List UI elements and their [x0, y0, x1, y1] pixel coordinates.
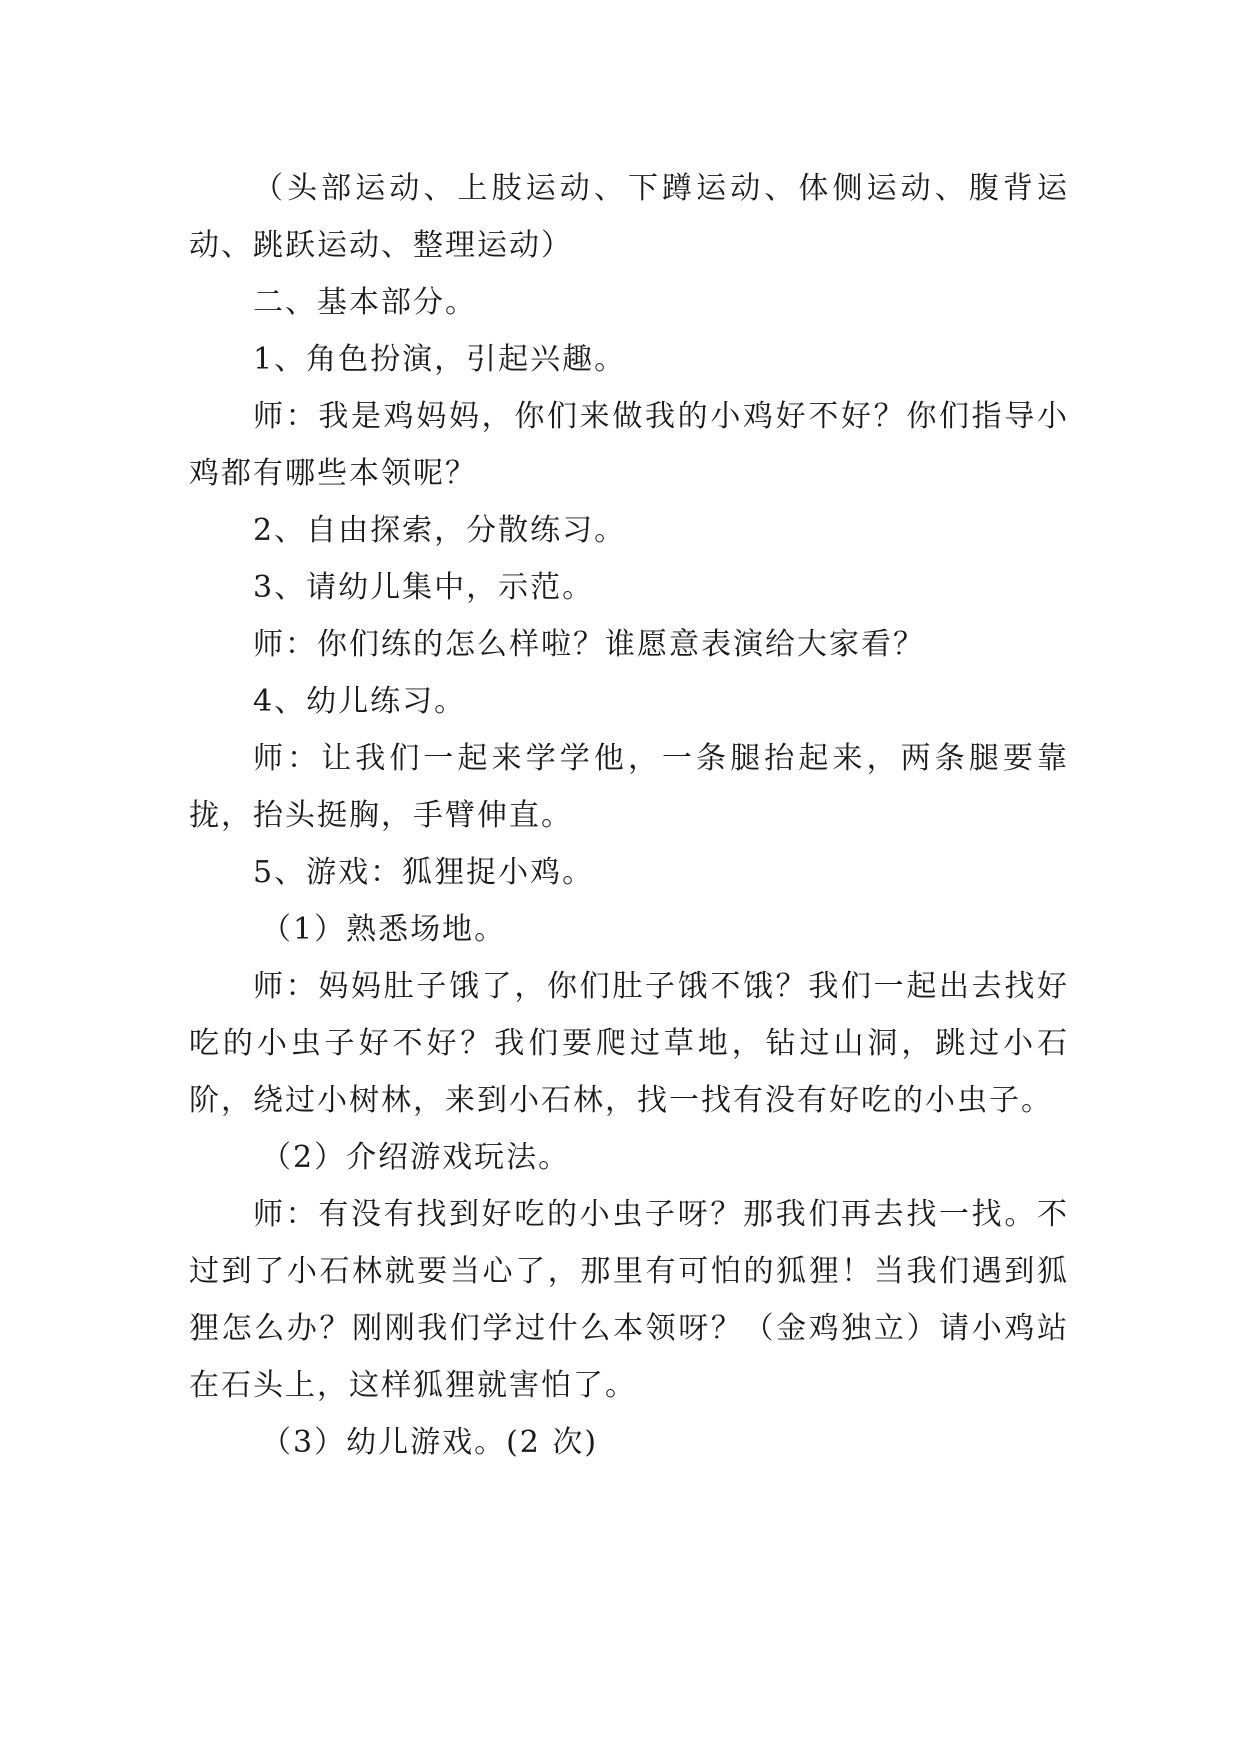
step-2-heading: 2、自由探索，分散练习。: [253, 513, 627, 548]
substep-2-heading: （2）介绍游戏玩法。: [261, 1140, 571, 1175]
document-body: [189, 160, 1069, 1471]
teacher-line-1: 师：我是鸡妈妈，你们来做我的小鸡好不好？你们指导小鸡都有哪些本领呢？: [189, 399, 1069, 491]
teacher-line-2: 师：你们练的怎么样啦？谁愿意表演给大家看？: [253, 627, 925, 662]
section-heading-basic: 二、基本部分。: [253, 285, 477, 320]
step-1-heading: 1、角色扮演，引起兴趣。: [253, 342, 627, 377]
substep-3-heading: （3）幼儿游戏。(2 次): [261, 1425, 599, 1460]
step-3-heading: 3、请幼儿集中，示范。: [253, 570, 595, 605]
step-5-heading: 5、游戏：狐狸捉小鸡。: [253, 855, 595, 890]
teacher-line-5: 师：有没有找到好吃的小虫子呀？那我们再去找一找。不过到了小石林就要当心了，那里有可怕的狐狸！当我们遇到狐狸怎么办？刚刚我们学过什么本领呀？（金鸡独立）请小鸡站在石头上，这样狐狸就害怕了。: [189, 1197, 1069, 1403]
teacher-line-3: 师：让我们一起来学学他，一条腿抬起来，两条腿要靠拢，抬头挺胸，手臂伸直。: [189, 741, 1069, 833]
paragraph-warmup-exercises: （头部运动、上肢运动、下蹲运动、体侧运动、腹背运动、跳跃运动、整理运动）: [189, 171, 1069, 263]
step-4-heading: 4、幼儿练习。: [253, 684, 467, 719]
teacher-line-4: 师：妈妈肚子饿了，你们肚子饿不饿？我们一起出去找好吃的小虫子好不好？我们要爬过草地，钻过山洞，跳过小石阶，绕过小树林，来到小石林，找一找有没有好吃的小虫子。: [189, 969, 1069, 1118]
substep-1-heading: （1）熟悉场地。: [261, 912, 507, 947]
